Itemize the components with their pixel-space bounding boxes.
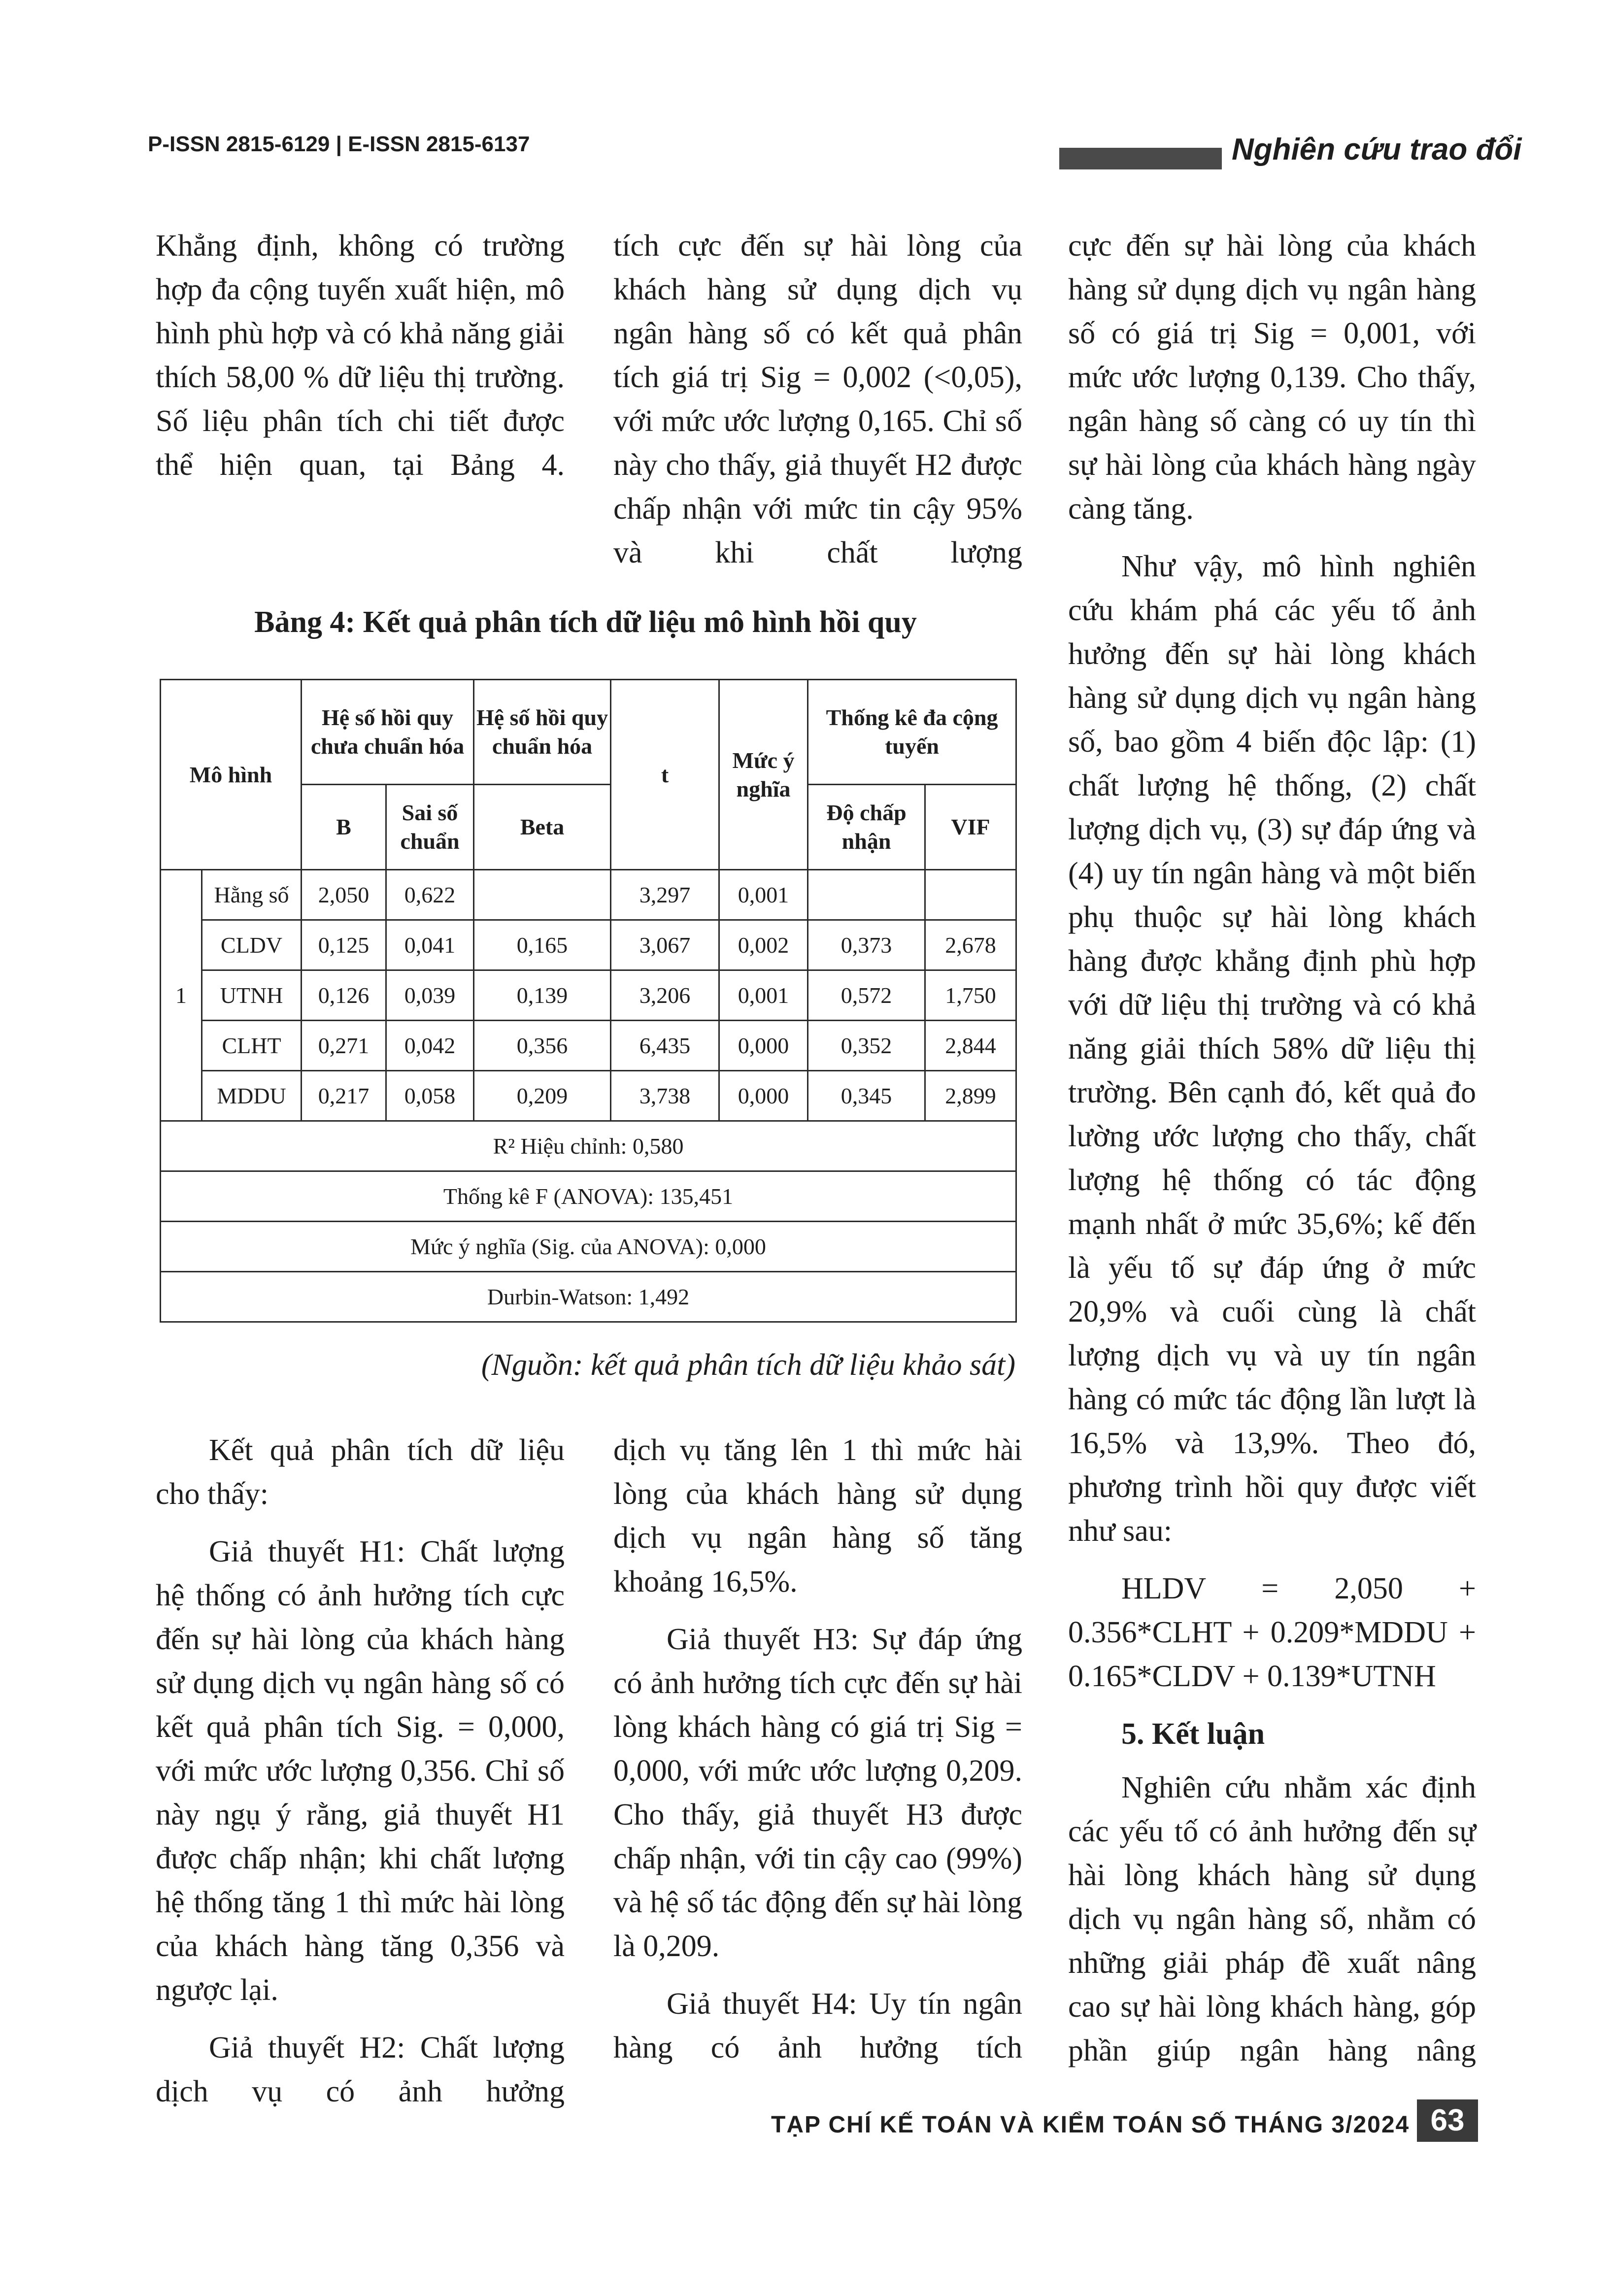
- header-sig: Mức ý nghĩa: [719, 680, 808, 870]
- paragraph: Kết quả phân tích dữ liệu cho thấy:: [156, 1433, 565, 1511]
- paragraph: Như vậy, mô hình nghiên cứu khám phá các yếu tố ảnh hưởng đến sự hài lòng khách hàng sử dụng dịch vụ ngân hàng số, bao gồm 4 biến độc lập: (1) chất lượng hệ thống, (2) chất lượng dịch vụ, (3) sự đáp ứng và (4) uy tín ngân hàng và một biến phụ thuộc sự hài lòng khách hàng được khẳng định phù hợp với dữ liệu thị trường và có khả năng giải thích 58% dữ liệu thị trường. Bên cạnh đó, kết quả đo lường ước lượng cho thấy, chất lượng hệ thống có tác động mạnh nhất ở mức 35,6%; kế đến là yếu tố sự đáp ứng ở mức 20,9% và cuối cùng là chất lượng dịch vụ và uy tín ngân hàng có mức tác động lần lượt là 16,5% và 13,9%. Theo đó, phương trình hồi quy được viết như sau:: [1068, 550, 1476, 1548]
- equation-line: 0.165*CLDV + 0.139*UTNH: [1068, 1660, 1436, 1693]
- column-1-bottom: [156, 1429, 565, 2114]
- paragraph: Nghiên cứu nhằm xác định các yếu tố có ảnh hưởng đến sự hài lòng khách hàng sử dụng dịch vụ ngân hàng số, nhằm có những giải pháp đề xuất nâng cao sự hài lòng khách hàng, góp phần giúp ngân hàng nâng: [1068, 1771, 1476, 2067]
- cell-tol: 0,345: [808, 1071, 925, 1121]
- paragraph: Khẳng định, không có trường hợp đa cộng tuyến xuất hiện, mô hình phù hợp và có khả năng giải thích 58,00 % dữ liệu thị trường. Số liệu phân tích chi tiết được thể hiện quan, tại Bảng 4.: [156, 229, 565, 482]
- table-title: Bảng 4: Kết quả phân tích dữ liệu mô hình hồi quy: [254, 605, 917, 639]
- cell-t: 3,297: [611, 870, 719, 920]
- column-1-top: [156, 224, 565, 487]
- cell-t: 3,206: [611, 970, 719, 1021]
- table-row: [161, 1071, 1016, 1121]
- header-collinearity: Thống kê đa cộng tuyến: [808, 680, 1016, 785]
- header-t: t: [611, 680, 719, 870]
- column-3: [1068, 224, 1476, 2073]
- cell-tol: 0,352: [808, 1021, 925, 1071]
- cell-tol: 0,373: [808, 920, 925, 970]
- summary-sig-anova: Mức ý nghĩa (Sig. của ANOVA): 0,000: [161, 1222, 1016, 1272]
- cell-name: CLDV: [202, 920, 302, 970]
- section-heading: 5. Kết luận: [1121, 1717, 1265, 1751]
- paragraph: Giả thuyết H1: Chất lượng hệ thống có ảnh hưởng tích cực đến sự hài lòng của khách hàng sử dụng dịch vụ ngân hàng số có kết quả phân tích Sig. = 0,000, với mức ước lượng 0,356. Chỉ số này ngụ ý rằng, giả thuyết H1 được chấp nhận; khi chất lượng hệ thống tăng 1 thì mức hài lòng của khách hàng tăng 0,356 và ngược lại.: [156, 1535, 565, 2007]
- summary-f-stat: Thống kê F (ANOVA): 135,451: [161, 1171, 1016, 1222]
- header-standardized: Hệ số hồi quy chuẩn hóa: [474, 680, 611, 785]
- cell-beta: 0,165: [474, 920, 611, 970]
- header-vif: VIF: [925, 785, 1016, 870]
- table-row: [161, 870, 1016, 920]
- cell-se: 0,041: [386, 920, 474, 970]
- header-b: B: [302, 785, 386, 870]
- cell-beta: 0,209: [474, 1071, 611, 1121]
- cell-name: Hằng số: [202, 870, 302, 920]
- summary-r2: R² Hiệu chỉnh: 0,580: [161, 1121, 1016, 1171]
- paragraph: dịch vụ tăng lên 1 thì mức hài lòng của khách hàng sử dụng dịch vụ ngân hàng số tăng khoảng 16,5%.: [613, 1433, 1022, 1598]
- cell-tol: 0,572: [808, 970, 925, 1021]
- cell-sig: 0,002: [719, 920, 808, 970]
- cell-beta: 0,356: [474, 1021, 611, 1071]
- paragraph: Giả thuyết H3: Sự đáp ứng có ảnh hưởng tích cực đến sự hài lòng khách hàng có giá trị Sig = 0,000, với mức ước lượng 0,209. Cho thấy, giả thuyết H3 được chấp nhận, với tin cậy cao (99%) và hệ số tác động đến sự hài lòng là 0,209.: [613, 1623, 1022, 1963]
- page-number: 63: [1417, 2099, 1478, 2142]
- cell-se: 0,039: [386, 970, 474, 1021]
- table-row: [161, 1021, 1016, 1071]
- equation-line: HLDV = 2,050 +: [1121, 1572, 1476, 1605]
- cell-vif: 2,844: [925, 1021, 1016, 1071]
- cell-b: 2,050: [302, 870, 386, 920]
- cell-sig: 0,001: [719, 870, 808, 920]
- section-title: Nghiên cứu trao đổi: [1232, 133, 1522, 166]
- paragraph: Giả thuyết H4: Uy tín ngân hàng có ảnh hưởng tích: [613, 1987, 1022, 2064]
- column-2-top: [613, 224, 1022, 575]
- header-beta: Beta: [474, 785, 611, 870]
- cell-se: 0,622: [386, 870, 474, 920]
- cell-sig: 0,000: [719, 1071, 808, 1121]
- journal-footer: TẠP CHÍ KẾ TOÁN VÀ KIỂM TOÁN SỐ THÁNG 3/2024: [771, 2112, 1410, 2138]
- paragraph: Giả thuyết H2: Chất lượng dịch vụ có ảnh hưởng: [156, 2031, 565, 2108]
- table-source: (Nguồn: kết quả phân tích dữ liệu khảo sát): [481, 1348, 1015, 1382]
- summary-durbin-watson: Durbin-Watson: 1,492: [161, 1272, 1016, 1322]
- cell-name: MDDU: [202, 1071, 302, 1121]
- cell-b: 0,125: [302, 920, 386, 970]
- cell-vif: 2,899: [925, 1071, 1016, 1121]
- header-tolerance: Độ chấp nhận: [808, 785, 925, 870]
- issn-line: P-ISSN 2815-6129 | E-ISSN 2815-6137: [148, 132, 530, 156]
- cell-t: 3,067: [611, 920, 719, 970]
- regression-equation: [1068, 1567, 1476, 1698]
- cell-t: 6,435: [611, 1021, 719, 1071]
- cell-t: 3,738: [611, 1071, 719, 1121]
- cell-name: CLHT: [202, 1021, 302, 1071]
- cell-b: 0,126: [302, 970, 386, 1021]
- model-number: 1: [161, 870, 202, 1121]
- cell-vif: [925, 870, 1016, 920]
- cell-sig: 0,000: [719, 1021, 808, 1071]
- cell-name: UTNH: [202, 970, 302, 1021]
- regression-table: [160, 679, 1017, 1323]
- cell-b: 0,217: [302, 1071, 386, 1121]
- equation-line: 0.356*CLHT + 0.209*MDDU +: [1068, 1616, 1476, 1649]
- cell-se: 0,058: [386, 1071, 474, 1121]
- cell-beta: [474, 870, 611, 920]
- cell-sig: 0,001: [719, 970, 808, 1021]
- header-unstandardized: Hệ số hồi quy chưa chuẩn hóa: [302, 680, 474, 785]
- table-row: [161, 920, 1016, 970]
- paragraph: tích cực đến sự hài lòng của khách hàng sử dụng dịch vụ ngân hàng số có kết quả phân tích giá trị Sig = 0,002 (<0,05), với mức ước lượng 0,165. Chỉ số này cho thấy, giả thuyết H2 được chấp nhận với mức tin cậy 95% và khi chất lượng: [613, 229, 1022, 569]
- header-bar: [1059, 148, 1222, 169]
- cell-tol: [808, 870, 925, 920]
- header-se: Sai số chuẩn: [386, 785, 474, 870]
- cell-vif: 2,678: [925, 920, 1016, 970]
- column-2-bottom: [613, 1429, 1022, 2070]
- cell-beta: 0,139: [474, 970, 611, 1021]
- table-row: [161, 970, 1016, 1021]
- paragraph: cực đến sự hài lòng của khách hàng sử dụng dịch vụ ngân hàng số có giá trị Sig = 0,001, với mức ước lượng 0,139. Cho thấy, ngân hàng số càng có uy tín thì sự hài lòng của khách hàng ngày càng tăng.: [1068, 229, 1476, 526]
- cell-b: 0,271: [302, 1021, 386, 1071]
- header-model: Mô hình: [161, 680, 302, 870]
- cell-vif: 1,750: [925, 970, 1016, 1021]
- cell-se: 0,042: [386, 1021, 474, 1071]
